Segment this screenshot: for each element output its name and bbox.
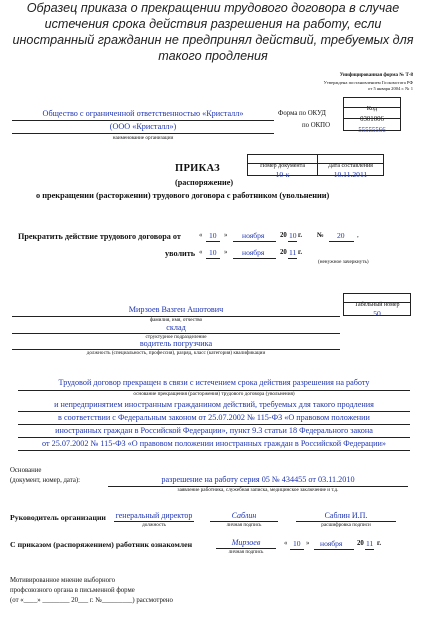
order-subtitle: (распоряжение)	[175, 178, 234, 187]
dismiss-month: ноября	[242, 248, 265, 257]
tab-number-value: 50	[373, 309, 381, 318]
head-name: Саблин И.П.	[324, 511, 368, 520]
reason-line-4: иностранных граждан в Российской Федерации», пункт 9.3 статьи 18 Федерального закона	[55, 426, 373, 435]
dismiss-hint: (ненужное зачеркнуть)	[318, 259, 369, 265]
doc-date-cell	[317, 163, 384, 179]
ack-month: ноября	[320, 539, 343, 548]
order-description: о прекращении (расторжении) трудового договора с работником (увольнении)	[36, 191, 330, 200]
dismiss-year: 11	[289, 248, 297, 257]
reason-line-5: от 25.07.2002 № 115-ФЗ «О правовом положении иностранных граждан в Российской Федерации»	[42, 439, 386, 448]
form-number: Унифицированная форма № Т-8	[339, 73, 413, 78]
union-line-2: профсоюзного органа в письменной форме	[10, 587, 135, 594]
reason-line-3: в соответствии с Федеральным законом от 25.07.2002 № 115-ФЗ «О правовом положении	[58, 413, 370, 422]
ack-label: С приказом (распоряжением) работник ознакомлен	[10, 540, 193, 549]
doc-date-value: 10.11.2011	[333, 170, 368, 179]
okpo-cell	[343, 118, 401, 134]
tab-number-header: Табельный номер	[343, 293, 411, 303]
basis-value: разрешение на работу серия 05 № 434455 от 03.11.2010	[161, 475, 355, 484]
org-name: Общество с ограниченной ответственностью «Кристалл»	[42, 109, 244, 118]
reason-line-1: Трудовой договор прекращен в связи с истечением срока действия разрешения на работу	[58, 378, 370, 387]
org-name-line	[12, 120, 274, 121]
doc-number-cell	[247, 163, 318, 179]
terminate-day: 10	[209, 231, 217, 240]
dismiss-label: уволить	[165, 249, 196, 258]
head-position: генеральный директор	[115, 511, 193, 520]
terminate-label: Прекратить действие трудового договора от	[18, 232, 181, 241]
terminate-year: 10	[289, 231, 297, 240]
ack-day: 10	[293, 539, 301, 548]
dismiss-day: 10	[209, 248, 217, 257]
ack-year: 11	[366, 539, 374, 548]
tab-number-cell	[343, 302, 411, 316]
org-short-line	[12, 133, 274, 134]
ack-signature: Мирзоев	[231, 538, 261, 547]
order-title: ПРИКАЗ	[175, 163, 221, 174]
code-header: Код	[366, 105, 378, 112]
org-caption: наименование организации	[112, 135, 174, 141]
org-short-name: (ООО «Кристалл»)	[109, 122, 177, 131]
basis-label: Основание	[10, 467, 42, 474]
doc-number-value: 10-к	[275, 170, 290, 179]
employee-position: водитель погрузчика	[139, 339, 213, 348]
head-signature: Саблин	[231, 511, 257, 520]
sample-caption: Образец приказа о прекращении трудового договора в случае истечения срока действия разрешения на работу, если иностранный гражданин не предпринял действий, требуемых для такого продления	[12, 1, 414, 63]
union-line-1: Мотивированное мнение выборного	[10, 577, 116, 584]
union-line-3: (от «____» ________ 20___ г. №_________) рассмотрено	[10, 597, 173, 604]
reason-line-2: и непредпринятием иностранным гражданином действий, требуемых для такого продления	[54, 400, 374, 409]
okpo-value: 55555566	[358, 127, 386, 134]
terminate-month: ноября	[242, 231, 265, 240]
employee-name: Мирзоев Вазген Ашотович	[128, 305, 224, 314]
doc-number-header: Номер документа	[247, 154, 318, 164]
okud-label: Форма по ОКУД	[278, 110, 326, 117]
doc-date-header: Дата составления	[317, 154, 384, 164]
form-approval: Утверждена постановлением Госкомстата РФ	[323, 80, 413, 85]
form-approval-date: от 5 января 2004 г. № 1	[368, 86, 413, 91]
terminate-number: 20	[337, 231, 345, 240]
employee-dept: склад	[166, 323, 186, 332]
head-label: Руководитель организации	[10, 513, 106, 522]
okpo-label: по ОКПО	[302, 122, 330, 129]
okud-value: 0301006	[360, 116, 384, 123]
